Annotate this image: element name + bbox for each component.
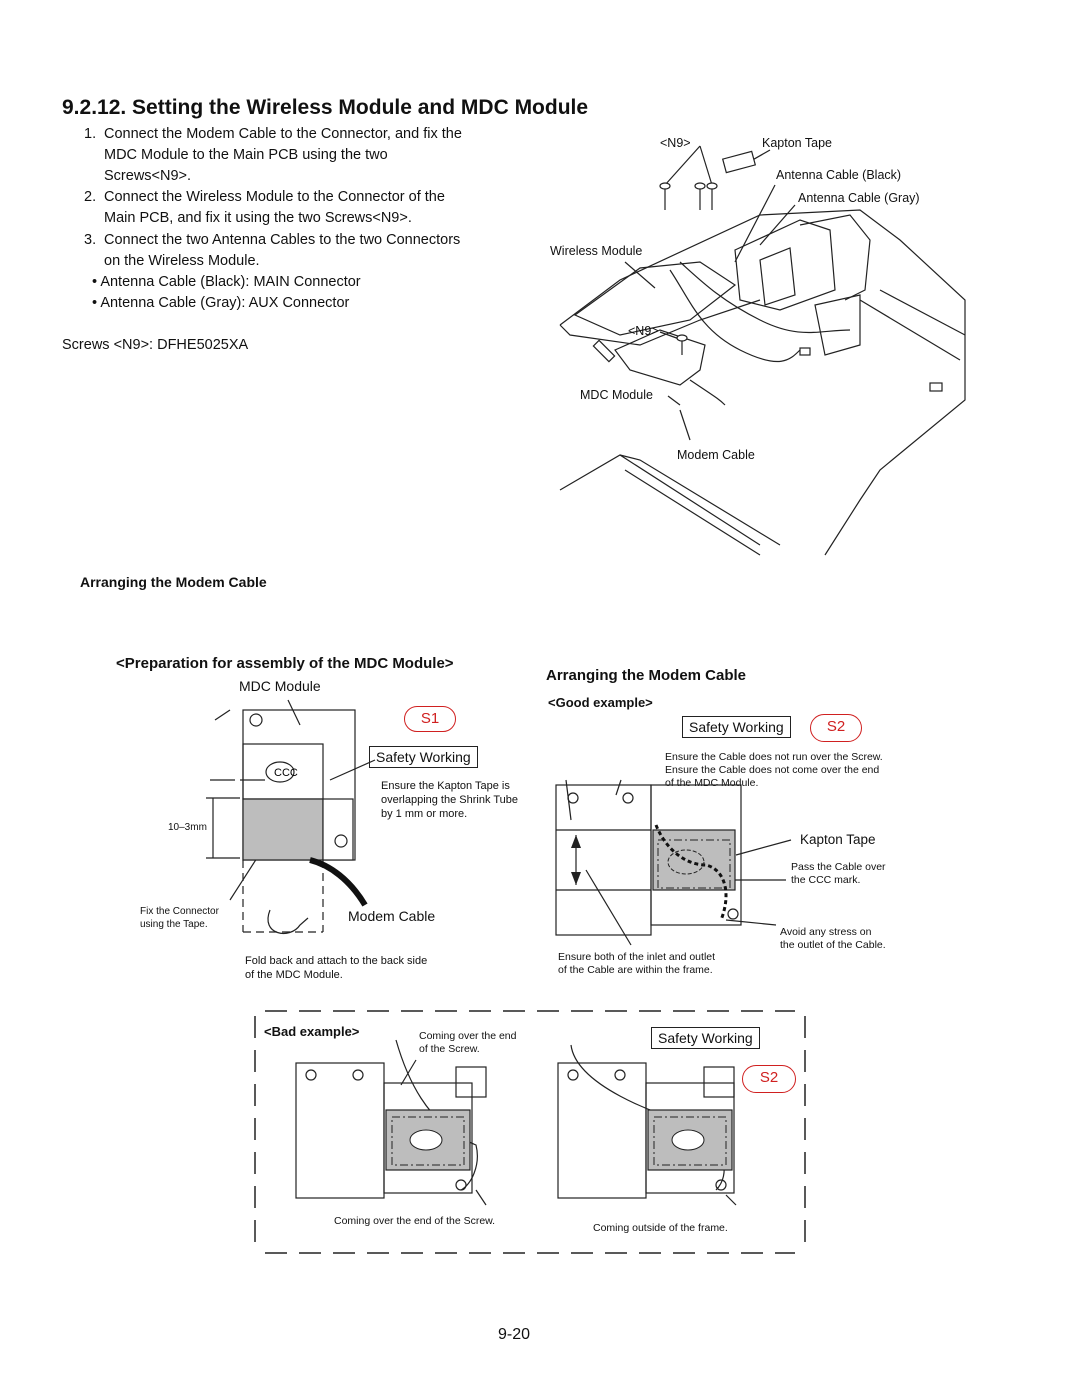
note-line: of the Cable are within the frame. [558, 964, 713, 976]
note-line: Avoid any stress on [780, 926, 872, 938]
note-line: Ensure both of the inlet and outlet [558, 951, 716, 963]
top-assembly-figure [0, 0, 1080, 600]
step-line: MDC Module to the Main PCB using the two [104, 147, 388, 163]
note-line: Coming over the end [419, 1030, 517, 1042]
avoid-stress-note [780, 926, 886, 952]
screws-note: Screws <N9>: DFHE5025XA [62, 337, 249, 353]
step-line: Main PCB, and fix it using the two Screws<N9>. [104, 210, 412, 226]
arrange-heading: Arranging the Modem Cable [546, 667, 747, 684]
good-example-heading: <Good example> [548, 695, 653, 710]
label-n9-top: <N9> [660, 136, 691, 150]
arranging-subheading: Arranging the Modem Cable [80, 574, 267, 590]
note-line: Fix the Connector [140, 906, 219, 917]
s1-badge: S1 [404, 706, 456, 732]
note-line: Pass the Cable over [791, 861, 886, 873]
s2-badge-bad: S2 [742, 1065, 796, 1093]
fix-connector-note [140, 905, 219, 931]
dim-label: 10–3mm [168, 822, 207, 833]
note-line: of the MDC Module. [665, 777, 759, 789]
step-number: 1. [84, 126, 97, 142]
note-line: the CCC mark. [791, 874, 861, 886]
fold-note [245, 954, 427, 982]
step-line: Connect the Wireless Module to the Connector of the [104, 189, 445, 205]
note-line: Ensure the Cable does not come over the end [665, 764, 880, 776]
note-line: of the Screw. [419, 1043, 480, 1055]
prep-mdc-label: MDC Module [239, 678, 321, 694]
bad-safety-working: Safety Working [651, 1027, 760, 1049]
page-number: 9-20 [498, 1326, 531, 1343]
note-line: of the MDC Module. [245, 969, 343, 981]
bullet-item: • Antenna Cable (Gray): AUX Connector [92, 295, 350, 311]
label-modem-cable: Modem Cable [677, 448, 755, 462]
good-kapton-label: Kapton Tape [800, 832, 876, 847]
page-title: 9.2.12. Setting the Wireless Module and MDC Module [62, 96, 589, 119]
prep-heading: <Preparation for assembly of the MDC Module> [116, 655, 454, 672]
coming-outside-note: Coming outside of the frame. [593, 1222, 728, 1234]
label-wireless-module: Wireless Module [550, 244, 643, 258]
step-number: 2. [84, 189, 97, 205]
step-line: Connect the two Antenna Cables to the two Connectors [104, 232, 461, 248]
note-line: Ensure the Cable does not run over the Screw. [665, 751, 883, 763]
note-line: Fold back and attach to the back side [245, 955, 428, 967]
label-mdc-module: MDC Module [580, 388, 653, 402]
bullet-text: Antenna Cable (Gray): AUX Connector [100, 295, 350, 311]
good-safety-working: Safety Working [682, 716, 791, 738]
ccc-mark: CCC [274, 767, 298, 779]
bullet-item: • Antenna Cable (Black): MAIN Connector [92, 274, 361, 290]
step-line: on the Wireless Module. [104, 253, 260, 269]
label-antenna-black: Antenna Cable (Black) [776, 168, 902, 182]
step-number: 3. [84, 232, 97, 248]
s2-badge: S2 [810, 714, 862, 742]
note-line: by 1 mm or more. [381, 808, 468, 820]
note-line: Ensure the Kapton Tape is [381, 780, 510, 792]
good-example-figure [556, 780, 816, 970]
coming-over-end-note [419, 1030, 516, 1056]
step-line: Connect the Modem Cable to the Connector, and fix the [104, 126, 462, 142]
note-line: the outlet of the Cable. [780, 939, 886, 951]
ensure-inlet-note [558, 951, 715, 977]
pass-ccc-note [791, 861, 886, 887]
bad-example-figures [296, 1055, 796, 1205]
label-kapton-tape: Kapton Tape [762, 136, 832, 150]
note-line: using the Tape. [140, 919, 208, 930]
bad-example-heading: <Bad example> [264, 1024, 360, 1039]
prep-modem-cable-label: Modem Cable [348, 908, 436, 924]
label-n9-mid: <N9> [628, 324, 659, 338]
step-line: Screws<N9>. [104, 168, 192, 184]
coming-over-screw-note: Coming over the end of the Screw. [334, 1215, 496, 1227]
prep-safety-working: Safety Working [369, 746, 478, 768]
label-antenna-gray: Antenna Cable (Gray) [798, 191, 920, 205]
note-line: overlapping the Shrink Tube [381, 794, 518, 806]
bullet-text: Antenna Cable (Black): MAIN Connector [100, 274, 361, 290]
